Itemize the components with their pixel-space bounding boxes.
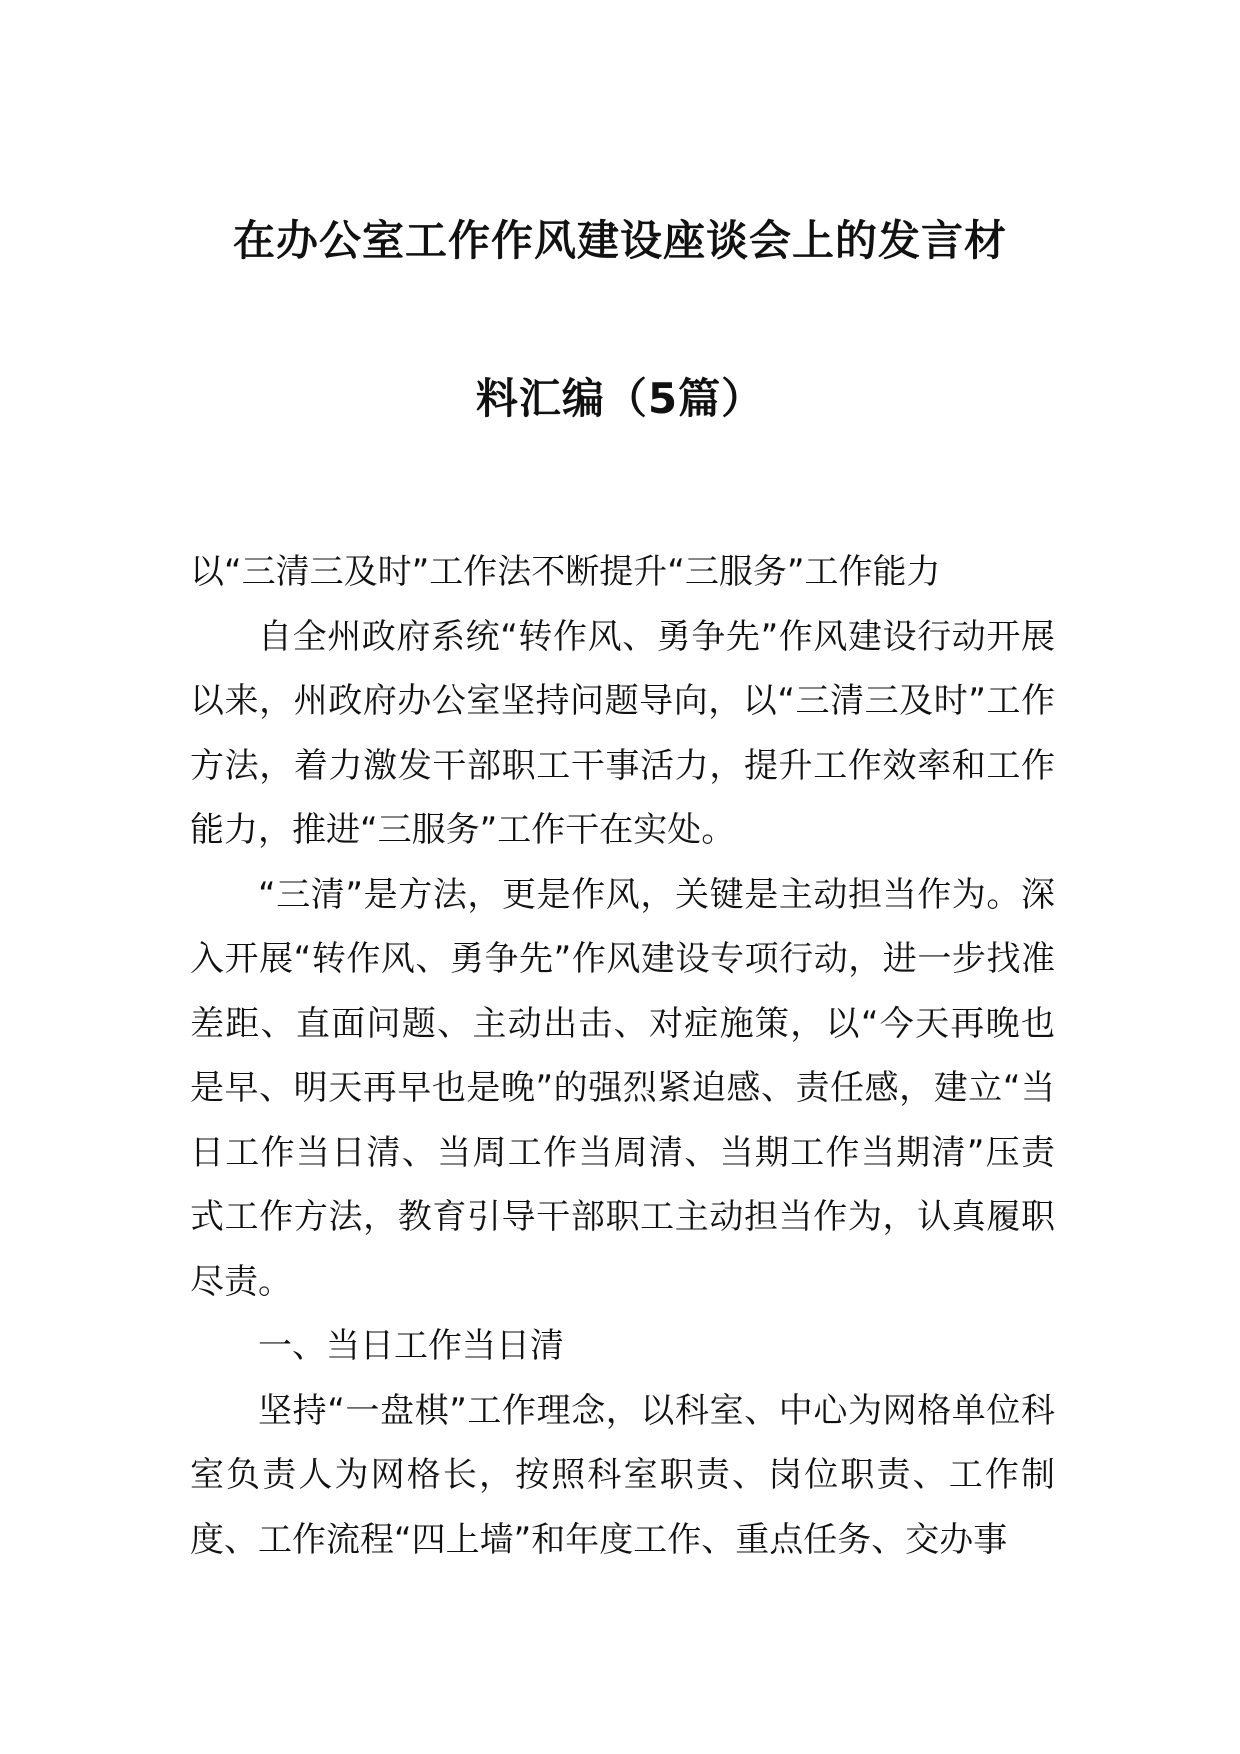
document-body (190, 540, 1055, 1572)
section-heading-1: 一、当日工作当日清 (258, 1326, 564, 1366)
document-title-line-1: 在办公室工作作风建设座谈会上的发言材 (232, 216, 1007, 265)
section-subtitle: 以“三清三及时”工作法不断提升“三服务”工作能力 (190, 552, 941, 592)
paragraph-intro: 自全州政府系统“转作风、勇争先”作风建设行动开展以来，州政府办公室坚持问题导向，以“三清三及时”工作方法，着力激发干部职工干事活力，提升工作效率和工作能力，推进“三服务”工作干在实处。 (190, 616, 1055, 850)
document-title-line-2: 料汇编（5篇） (475, 374, 765, 423)
paragraph-three-clear: “三清”是方法，更是作风，关键是主动担当作为。深入开展“转作风、勇争先”作风建设专项行动，进一步找准差距、直面问题、主动出击、对症施策，以“今天再晚也是早、明天再早也是晚”的强烈紧迫感、责任感，建立“当日工作当日清、当周工作当周清、当期工作当期清”压责式工作方法，教育引导干部职工主动担当作为，认真履职尽责。 (190, 874, 1055, 1302)
paragraph-section-1: 坚持“一盘棋”工作理念，以科室、中心为网格单位科室负责人为网格长，按照科室职责、岗位职责、工作制度、工作流程“四上墙”和年度工作、重点任务、交办事 (190, 1390, 1055, 1560)
